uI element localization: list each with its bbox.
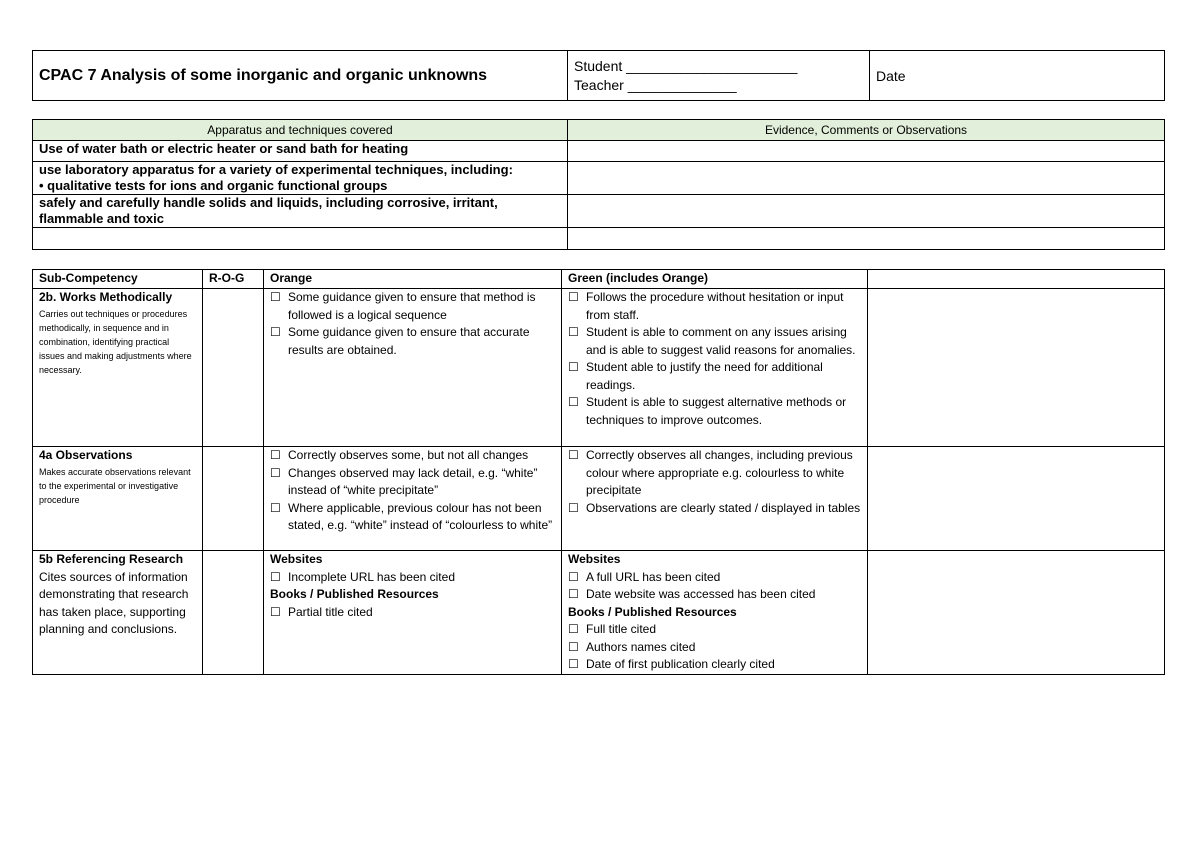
header-orange: Orange: [264, 270, 562, 289]
green-cell: [562, 551, 868, 675]
checkbox-icon[interactable]: ☐: [568, 657, 579, 671]
header-rog: R-O-G: [203, 270, 264, 289]
rog-cell[interactable]: [203, 551, 264, 675]
document-title: CPAC 7 Analysis of some inorganic and organic unknowns: [33, 51, 568, 101]
table-row: [33, 551, 1165, 675]
apparatus-row: Use of water bath or electric heater or sand bath for heating: [33, 141, 568, 162]
sub-competency-cell: 4a Observations Makes accurate observations relevant to the experimental or investigative procedure: [33, 447, 203, 551]
table-row: [33, 289, 1165, 447]
checkbox-icon[interactable]: ☐: [270, 290, 281, 304]
checkbox-icon[interactable]: ☐: [270, 465, 281, 480]
checkbox-icon[interactable]: ☐: [568, 500, 579, 515]
checkbox-icon[interactable]: ☐: [270, 325, 281, 339]
checkbox-icon[interactable]: ☐: [270, 569, 281, 584]
apparatus-row: use laboratory apparatus for a variety of experimental techniques, including: • qualitative tests for ions and organic functional groups: [33, 162, 568, 195]
checkbox-icon[interactable]: ☐: [568, 448, 579, 462]
list-item[interactable]: ☐ Correctly observes all changes, including previous colour where appropriate e.g. colourless to white precipitate: [568, 447, 861, 500]
list-item[interactable]: ☐ Incomplete URL has been cited: [270, 569, 555, 587]
header-green: Green (includes Orange): [562, 270, 868, 289]
rog-cell[interactable]: [203, 447, 264, 551]
list-item[interactable]: ☐ Full title cited: [568, 621, 861, 639]
list-item[interactable]: ☐ Date of first publication clearly cited: [568, 656, 861, 674]
list-item[interactable]: ☐ Authors names cited: [568, 639, 861, 657]
checkbox-icon[interactable]: ☐: [568, 587, 579, 601]
books-label: Books / Published Resources: [270, 587, 439, 601]
green-cell: [562, 289, 868, 447]
teacher-field[interactable]: Teacher ______________: [574, 76, 737, 93]
evidence-cell[interactable]: [568, 141, 1165, 162]
websites-label: Websites: [270, 552, 323, 566]
list-item[interactable]: ☐ Student is able to comment on any issues arising and is able to suggest valid reasons for anomalies.: [568, 324, 861, 359]
list-item[interactable]: ☐ Correctly observes some, but not all changes: [270, 447, 555, 465]
checkbox-icon[interactable]: ☐: [270, 448, 281, 462]
list-item[interactable]: ☐ Student able to justify the need for additional readings.: [568, 359, 861, 394]
header-table: [32, 50, 1165, 101]
checkbox-icon[interactable]: ☐: [568, 395, 579, 409]
list-item[interactable]: ☐ Partial title cited: [270, 604, 555, 622]
checkbox-icon[interactable]: ☐: [568, 325, 579, 339]
apparatus-row-empty[interactable]: [33, 228, 568, 250]
list-item[interactable]: ☐ Date website was accessed has been cited: [568, 586, 861, 604]
list-item[interactable]: ☐ Student is able to suggest alternative methods or techniques to improve outcomes.: [568, 394, 861, 429]
notes-cell[interactable]: [868, 551, 1165, 675]
list-item[interactable]: ☐ Some guidance given to ensure that accurate results are obtained.: [270, 324, 555, 359]
checkbox-icon[interactable]: ☐: [270, 604, 281, 619]
list-item[interactable]: ☐ Where applicable, previous colour has not been stated, e.g. “white” instead of “colourless to white”: [270, 500, 555, 535]
orange-cell: [264, 447, 562, 551]
apparatus-header: Apparatus and techniques covered: [33, 120, 568, 141]
header-extra: [868, 270, 1165, 289]
competency-table: [32, 269, 1165, 675]
notes-cell[interactable]: [868, 447, 1165, 551]
checkbox-icon[interactable]: ☐: [568, 622, 579, 636]
table-row: [33, 447, 1165, 551]
apparatus-table: [32, 119, 1165, 250]
date-field[interactable]: Date: [870, 51, 1165, 101]
list-item[interactable]: ☐ A full URL has been cited: [568, 569, 861, 587]
notes-cell[interactable]: [868, 289, 1165, 447]
student-field[interactable]: Student ______________________: [574, 57, 798, 74]
list-item[interactable]: ☐ Changes observed may lack detail, e.g. “white” instead of “white precipitate”: [270, 465, 555, 500]
green-cell: [562, 447, 868, 551]
checkbox-icon[interactable]: ☐: [568, 360, 579, 374]
checkbox-icon[interactable]: ☐: [270, 500, 281, 515]
evidence-cell[interactable]: [568, 162, 1165, 195]
rog-cell[interactable]: [203, 289, 264, 447]
orange-cell: [264, 551, 562, 675]
student-teacher-cell: [568, 51, 870, 101]
list-item[interactable]: ☐ Observations are clearly stated / displayed in tables: [568, 500, 861, 518]
books-label: Books / Published Resources: [568, 604, 737, 619]
header-sub-competency: Sub-Competency: [33, 270, 203, 289]
sub-competency-cell: 2b. Works Methodically Carries out techniques or procedures methodically, in sequence and in combination, identifying practical issues and making adjustments where necessary.: [33, 289, 203, 447]
list-item[interactable]: ☐ Some guidance given to ensure that method is followed is a logical sequence: [270, 289, 555, 324]
checkbox-icon[interactable]: ☐: [568, 639, 579, 654]
checkbox-icon[interactable]: ☐: [568, 569, 579, 584]
evidence-cell[interactable]: [568, 195, 1165, 228]
evidence-header: Evidence, Comments or Observations: [568, 120, 1165, 141]
apparatus-row: safely and carefully handle solids and liquids, including corrosive, irritant, flammable and toxic: [33, 195, 568, 228]
checkbox-icon[interactable]: ☐: [568, 290, 579, 304]
orange-cell: [264, 289, 562, 447]
sub-competency-cell: 5b Referencing Research Cites sources of information demonstrating that research has taken place, supporting planning and conclusions.: [33, 551, 203, 675]
list-item[interactable]: ☐ Follows the procedure without hesitation or input from staff.: [568, 289, 861, 324]
evidence-cell[interactable]: [568, 228, 1165, 250]
websites-label: Websites: [568, 552, 621, 566]
